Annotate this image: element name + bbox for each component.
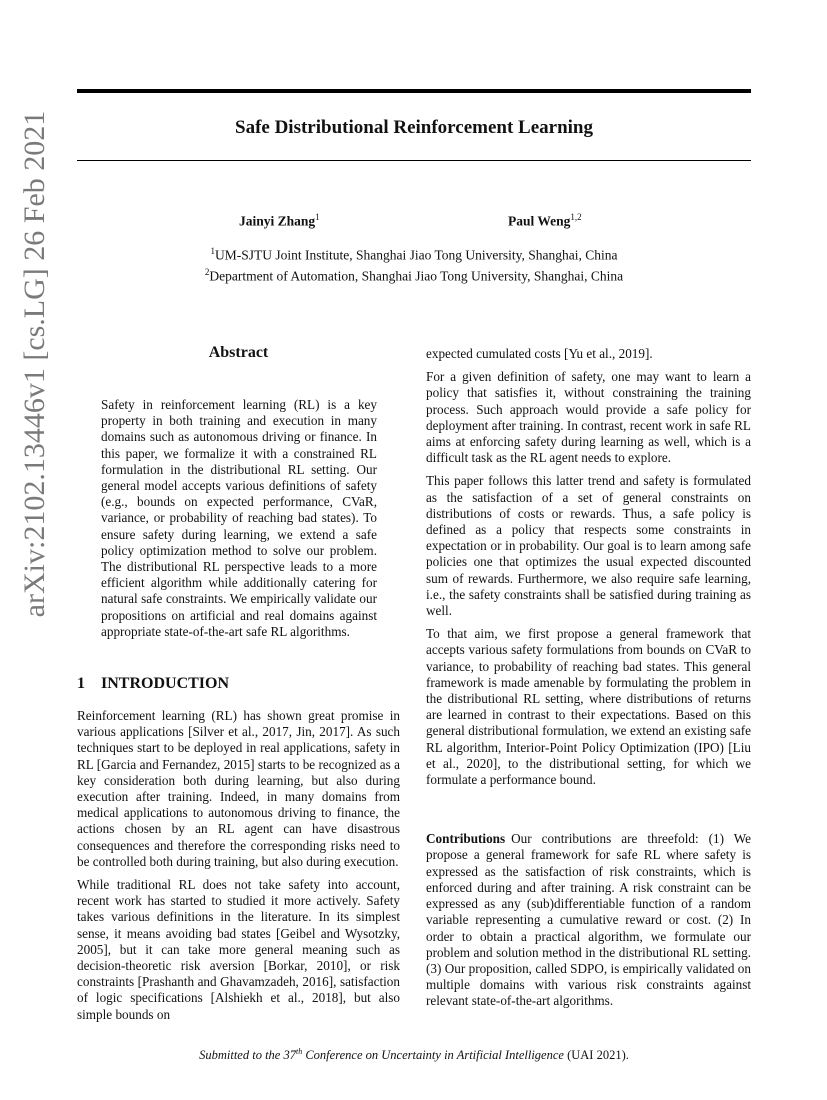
section-number: 1 (77, 675, 85, 692)
abstract-text: Safety in reinforcement learning (RL) is a key property in both training and execution in many domains such as autonomous driving or finance. In this paper, we formalize it with a constrained RL formulation in the distributional RL setting. Our general model accepts various definitions of safety (e.g., bounds on expected performance, CVaR, variance, or probability of reaching bad states). To ensure safety during learning, we extend a safe policy optimization method to solve our problem. The distributional RL perspective leads to a more efficient algorithm while additionally catering for natural safe constraints. We empirically validate our propositions on artificial and real domains against appropriate state-of-the-art safe RL algorithms. (101, 397, 377, 639)
intro-paragraph-1: Reinforcement learning (RL) has shown great promise in various applications [Silver et al., 2017, Jin, 2017]. As such techniques start to be deployed in real applications, safety in RL [Garcia and Fernandez, 2015] starts to be recognized as a key consideration both during learning, but also during execution after training. Indeed, in many domains from medical applications to autonomous driving to finance, the actions chosen by an RL agent can have disastrous consequences and therefore the corresponding risks need to be controlled both during training, but also during execution. (77, 708, 400, 869)
top-rule (77, 89, 751, 93)
right-paragraph-2: For a given definition of safety, one may want to learn a policy that satisfies it, without constraining the training process. Such approach would provide a safe policy for deployment after training. In contrast, recent work in safe RL aims at enforcing safety during learning as well, which is a difficult task as the RL agent needs to explore. (426, 369, 751, 466)
author-1-affil-mark: 1 (315, 212, 320, 222)
footer-sup: th (295, 1047, 303, 1056)
author-2-affil-mark: 1,2 (570, 212, 582, 222)
contributions-label: Contributions (426, 831, 506, 847)
right-column (426, 346, 751, 1017)
contributions-text: Our contributions are threefold: (1) We propose a general framework for safe RL where safety is expressed as the satisfaction of risk constraints, which is enforced during and after training. A risk constraint can be expressed as any (sub)differentiable function of a random variable representing a cumulative reward or cost. (2) In order to obtain a practical algorithm, we formulate our problem and solution method in the distributional RL setting. (3) Our proposition, called SDPO, is empirically validated on multiple domains with various risk constraints against relevant state-of-the-art algorithms. (426, 831, 751, 1009)
footer-venue: Conference on Uncertainty in Artificial Intelligence (302, 1048, 564, 1063)
contributions-paragraph (426, 831, 751, 1009)
intro-paragraph-2: While traditional RL does not take safety into account, recent work has started to studied it more actively. Safety takes various definitions in the literature. In its simplest sense, it means avoiding bad states [Geibel and Wysotzky, 2005], but it can take more general meaning such as decision-theoretic risk aversion [Borkar, 2010], or risk constraints [Prashanth and Ghavamzadeh, 2016], satisfaction of logic specifications [Alshiekh et al., 2018], but also simple bounds on (77, 877, 400, 1022)
right-paragraph-4: To that aim, we first propose a general framework that accepts various safety formulations from bounds on CVaR to variance, to probability of reaching bad states. This general framework is made amenable by formulating the problem in the distributional RL setting, where distributions of returns are learned in contrast to their expectations. Based on this general distributional formulation, we extend an existing safe RL algorithm, Interior-Point Policy Optimization (IPO) [Liu et al., 2020], to the distributional setting, for which we formulate a performance bound. (426, 626, 751, 788)
author-2 (508, 208, 582, 231)
left-column (77, 708, 400, 1030)
footer-italic (199, 1048, 564, 1062)
footer-note (77, 1044, 751, 1063)
affiliation-2 (77, 264, 751, 285)
section-title: INTRODUCTION (101, 675, 230, 692)
affiliations (77, 243, 751, 284)
author-2-name: Paul Weng (508, 213, 571, 229)
column-spacer (426, 795, 751, 831)
footer-prefix: Submitted to the 37 (199, 1048, 296, 1063)
right-paragraph-1: expected cumulated costs [Yu et al., 2019]. (426, 346, 653, 361)
affiliation-1-text: UM-SJTU Joint Institute, Shanghai Jiao Tong University, Shanghai, China (214, 247, 618, 263)
affiliation-1 (77, 243, 751, 264)
affiliation-1-mark: 1 (210, 246, 215, 256)
paper-title: Safe Distributional Reinforcement Learning (235, 117, 593, 138)
section-heading (77, 674, 229, 694)
affiliation-2-text: Department of Automation, Shanghai Jiao Tong University, Shanghai, China (209, 268, 624, 283)
footer-suffix: (UAI 2021). (567, 1048, 629, 1063)
arxiv-stamp: arXiv:2102.13446v1 [cs.LG] 26 Feb 2021 (18, 110, 51, 618)
title-rule (77, 160, 751, 161)
author-1-name: Jainyi Zhang (239, 213, 316, 229)
author-1 (239, 208, 320, 231)
affiliation-2-mark: 2 (204, 266, 210, 277)
right-paragraph-3: This paper follows this latter trend and safety is formulated as the satisfaction of a set of general constraints on distributions of costs or rewards. Thus, a safe policy is defined as a policy that respects some constraints in expectation or in probability. Our goal is to learn among safe policies one that optimizes the usual expected discounted sum of rewards. Furthermore, we also require safe learning, i.e., the safety constraints shall be satisfied during training as well. (426, 473, 751, 619)
abstract-heading: Abstract (208, 344, 269, 361)
